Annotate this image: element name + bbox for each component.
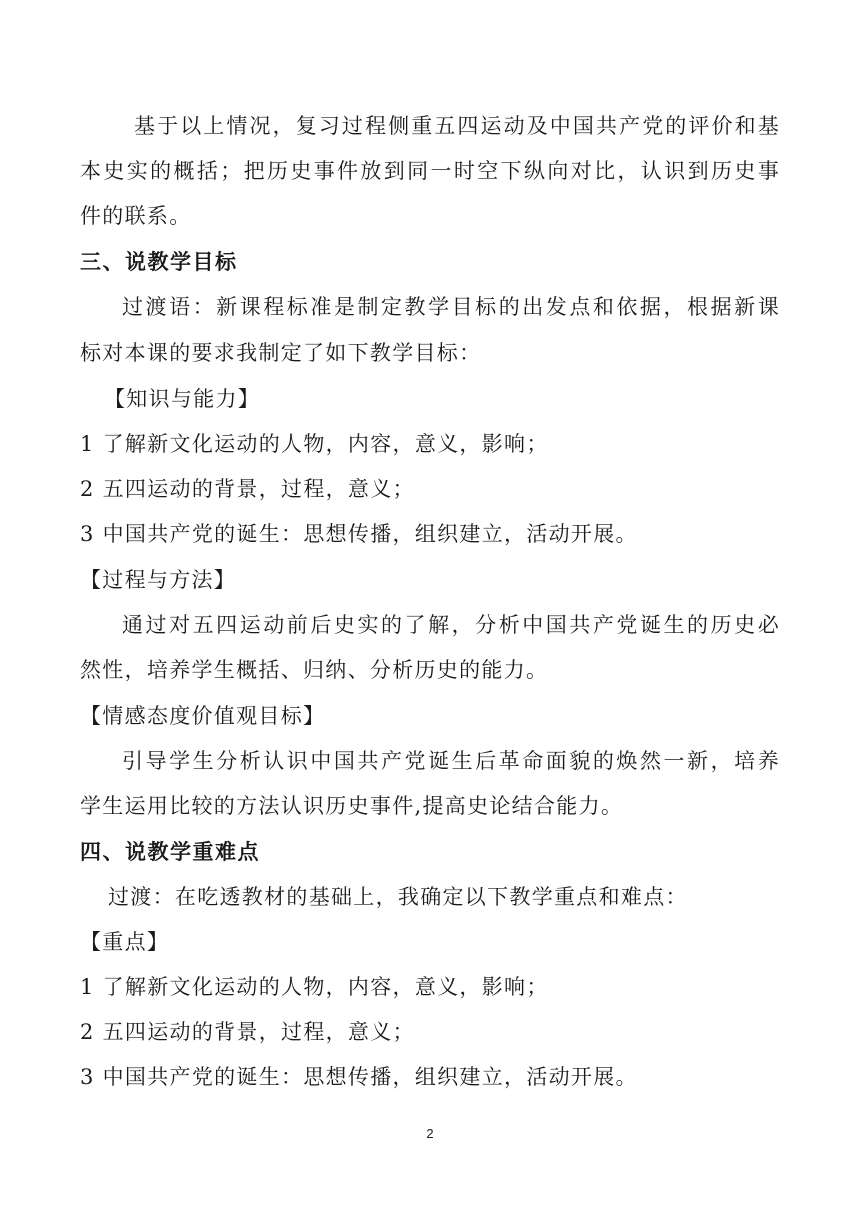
list-item: 3 中国共产党的诞生：思想传播，组织建立，活动开展。 [80,522,638,546]
paragraph-line: 标对本课的要求我制定了如下教学目标： [80,341,482,365]
paragraph-line: 学生运用比较的方法认识历史事件,提高史论结合能力。 [80,794,624,818]
list-item: 2 五四运动的背景，过程，意义； [80,477,415,501]
paragraph-line: 件的联系。 [80,204,192,228]
paragraph-line: 过渡语：新课程标准是制定教学目标的出发点和依据，根据新课 [122,295,780,319]
paragraph-line: 本史实的概括；把历史事件放到同一时空下纵向对比，认识到历史事 [80,159,780,183]
list-item: 1 了解新文化运动的人物，内容，意义，影响； [80,432,549,456]
list-item: 2 五四运动的背景，过程，意义； [80,1020,415,1044]
subsection-heading: 【过程与方法】 [80,568,237,592]
subsection-heading: 【情感态度价值观目标】 [80,704,326,728]
section-heading: 三、说教学目标 [80,250,238,274]
paragraph-line: 过渡：在吃透教材的基础上，我确定以下教学重点和难点： [108,885,688,909]
subsection-heading: 【知识与能力】 [104,387,261,411]
list-item: 3 中国共产党的诞生：思想传播，组织建立，活动开展。 [80,1065,638,1089]
page-number: 2 [426,1126,434,1141]
subsection-heading: 【重点】 [80,930,170,954]
list-item: 1 了解新文化运动的人物，内容，意义，影响； [80,975,549,999]
section-heading: 四、说教学重难点 [80,840,260,864]
paragraph-line: 然性，培养学生概括、归纳、分析历史的能力。 [80,658,549,682]
paragraph-line: 通过对五四运动前后史实的了解，分析中国共产党诞生的历史必 [122,613,780,637]
paragraph-line: 基于以上情况，复习过程侧重五四运动及中国共产党的评价和基 [134,114,780,138]
paragraph-line: 引导学生分析认识中国共产党诞生后革命面貌的焕然一新，培养 [122,749,780,773]
